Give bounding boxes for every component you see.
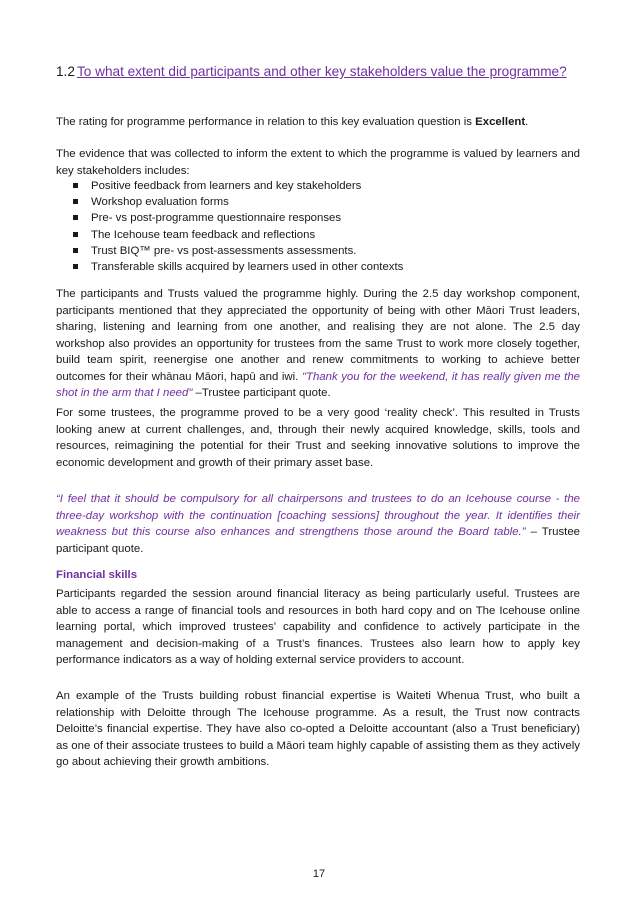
list-item: Transferable skills acquired by learners used in other contexts [56,259,580,275]
list-item: Workshop evaluation forms [56,194,580,210]
valued-paragraph: The participants and Trusts valued the programme highly. During the 2.5 day workshop component, participants mentioned that they appreciated the opportunity of being with other Māori Trust leaders, sharing, listening and learning from one another, and realising they are not alone. The 2.5 day workshop also provides an opportunity for trustees from the same Trust to work more closely together, build team spirit, reenergise one another and renew commitments to working to achieve better outcomes for their whānau Māori, hapū and iwi. "Thank you for the weekend, it has really given me the shot in the arm that I need" –Trustee participant quote. [56,288,580,399]
bullet-square-icon [73,232,78,237]
reality-check-paragraph: For some trustees, the programme proved to be a very good ‘reality check’. This resulted in Trusts looking anew at current challenges, and, through their newly acquired knowledge, skills, tools and resources, reimagining the potential for their Trust and seeking innovative solutions to improve the economic development and growth of their primary asset base. [56,407,580,469]
bullet-square-icon [73,215,78,220]
evidence-list [56,178,580,275]
trustee-quote-attribution: – Trustee participant quote. [56,526,580,555]
rating-paragraph [56,114,580,131]
page-number: 17 [312,868,326,880]
trustee-quote-paragraph [56,491,580,557]
financial-paragraph-1: Participants regarded the session around financial literacy as being particularly useful. Trustees are able to access a range of financial tools and resources in both hard copy and on The Icehouse online learning portal, which improved trustees’ capability and confidence to actively participate in the management and decision-making of a Trust’s finances. Trustees also learn how to apply key performance indicators as a way of holding external service providers to account. [56,588,580,666]
rating-text: The rating for programme performance in relation to this key evaluation question is [56,116,476,128]
section-number: 1.2 [56,64,75,79]
rating-value: Excellent [475,116,526,128]
list-item: Pre- vs post-programme questionnaire responses [56,210,580,226]
trustee-quote: “I feel that it should be compulsory for all chairpersons and trustees to do an Icehouse course - the three-day workshop with the continuation [coaching sessions] throughout the year. It identifies their weakness but this course also enhances and strengthens those around the Board table.” [56,493,580,538]
rating-end: . [525,116,529,128]
list-item: Trust BIQ™ pre- vs post-assessments assessments. [56,243,580,259]
section-heading [56,62,580,81]
quote-attribution: –Trustee participant quote. [192,387,331,399]
bullet-square-icon [73,248,78,253]
financial-skills-heading: Financial skills [56,569,138,581]
bullet-square-icon [73,199,78,204]
bullet-square-icon [73,183,78,188]
evidence-intro: The evidence that was collected to inform the extent to which the programme is valued by learners and key stakeholders includes: [56,148,580,177]
list-item: Positive feedback from learners and key stakeholders [56,178,580,194]
bullet-square-icon [73,264,78,269]
list-item: The Icehouse team feedback and reflections [56,227,580,243]
financial-paragraph-2: An example of the Trusts building robust financial expertise is Waiteti Whenua Trust, who built a relationship with Deloitte through The Icehouse programme. As a result, the Trust now contracts Deloitte’s financial expertise. They have also co-opted a Deloitte accountant (also a Trust beneficiary) as one of their associate trustees to build a Māori team highly capable of assisting them as they actively go about achieving their growth ambitions. [56,690,580,768]
participant-quote: "Thank you for the weekend, it has really given me the shot in the arm that I need" [56,370,580,399]
section-title: To what extent did participants and other key stakeholders value the programme? [77,64,567,79]
